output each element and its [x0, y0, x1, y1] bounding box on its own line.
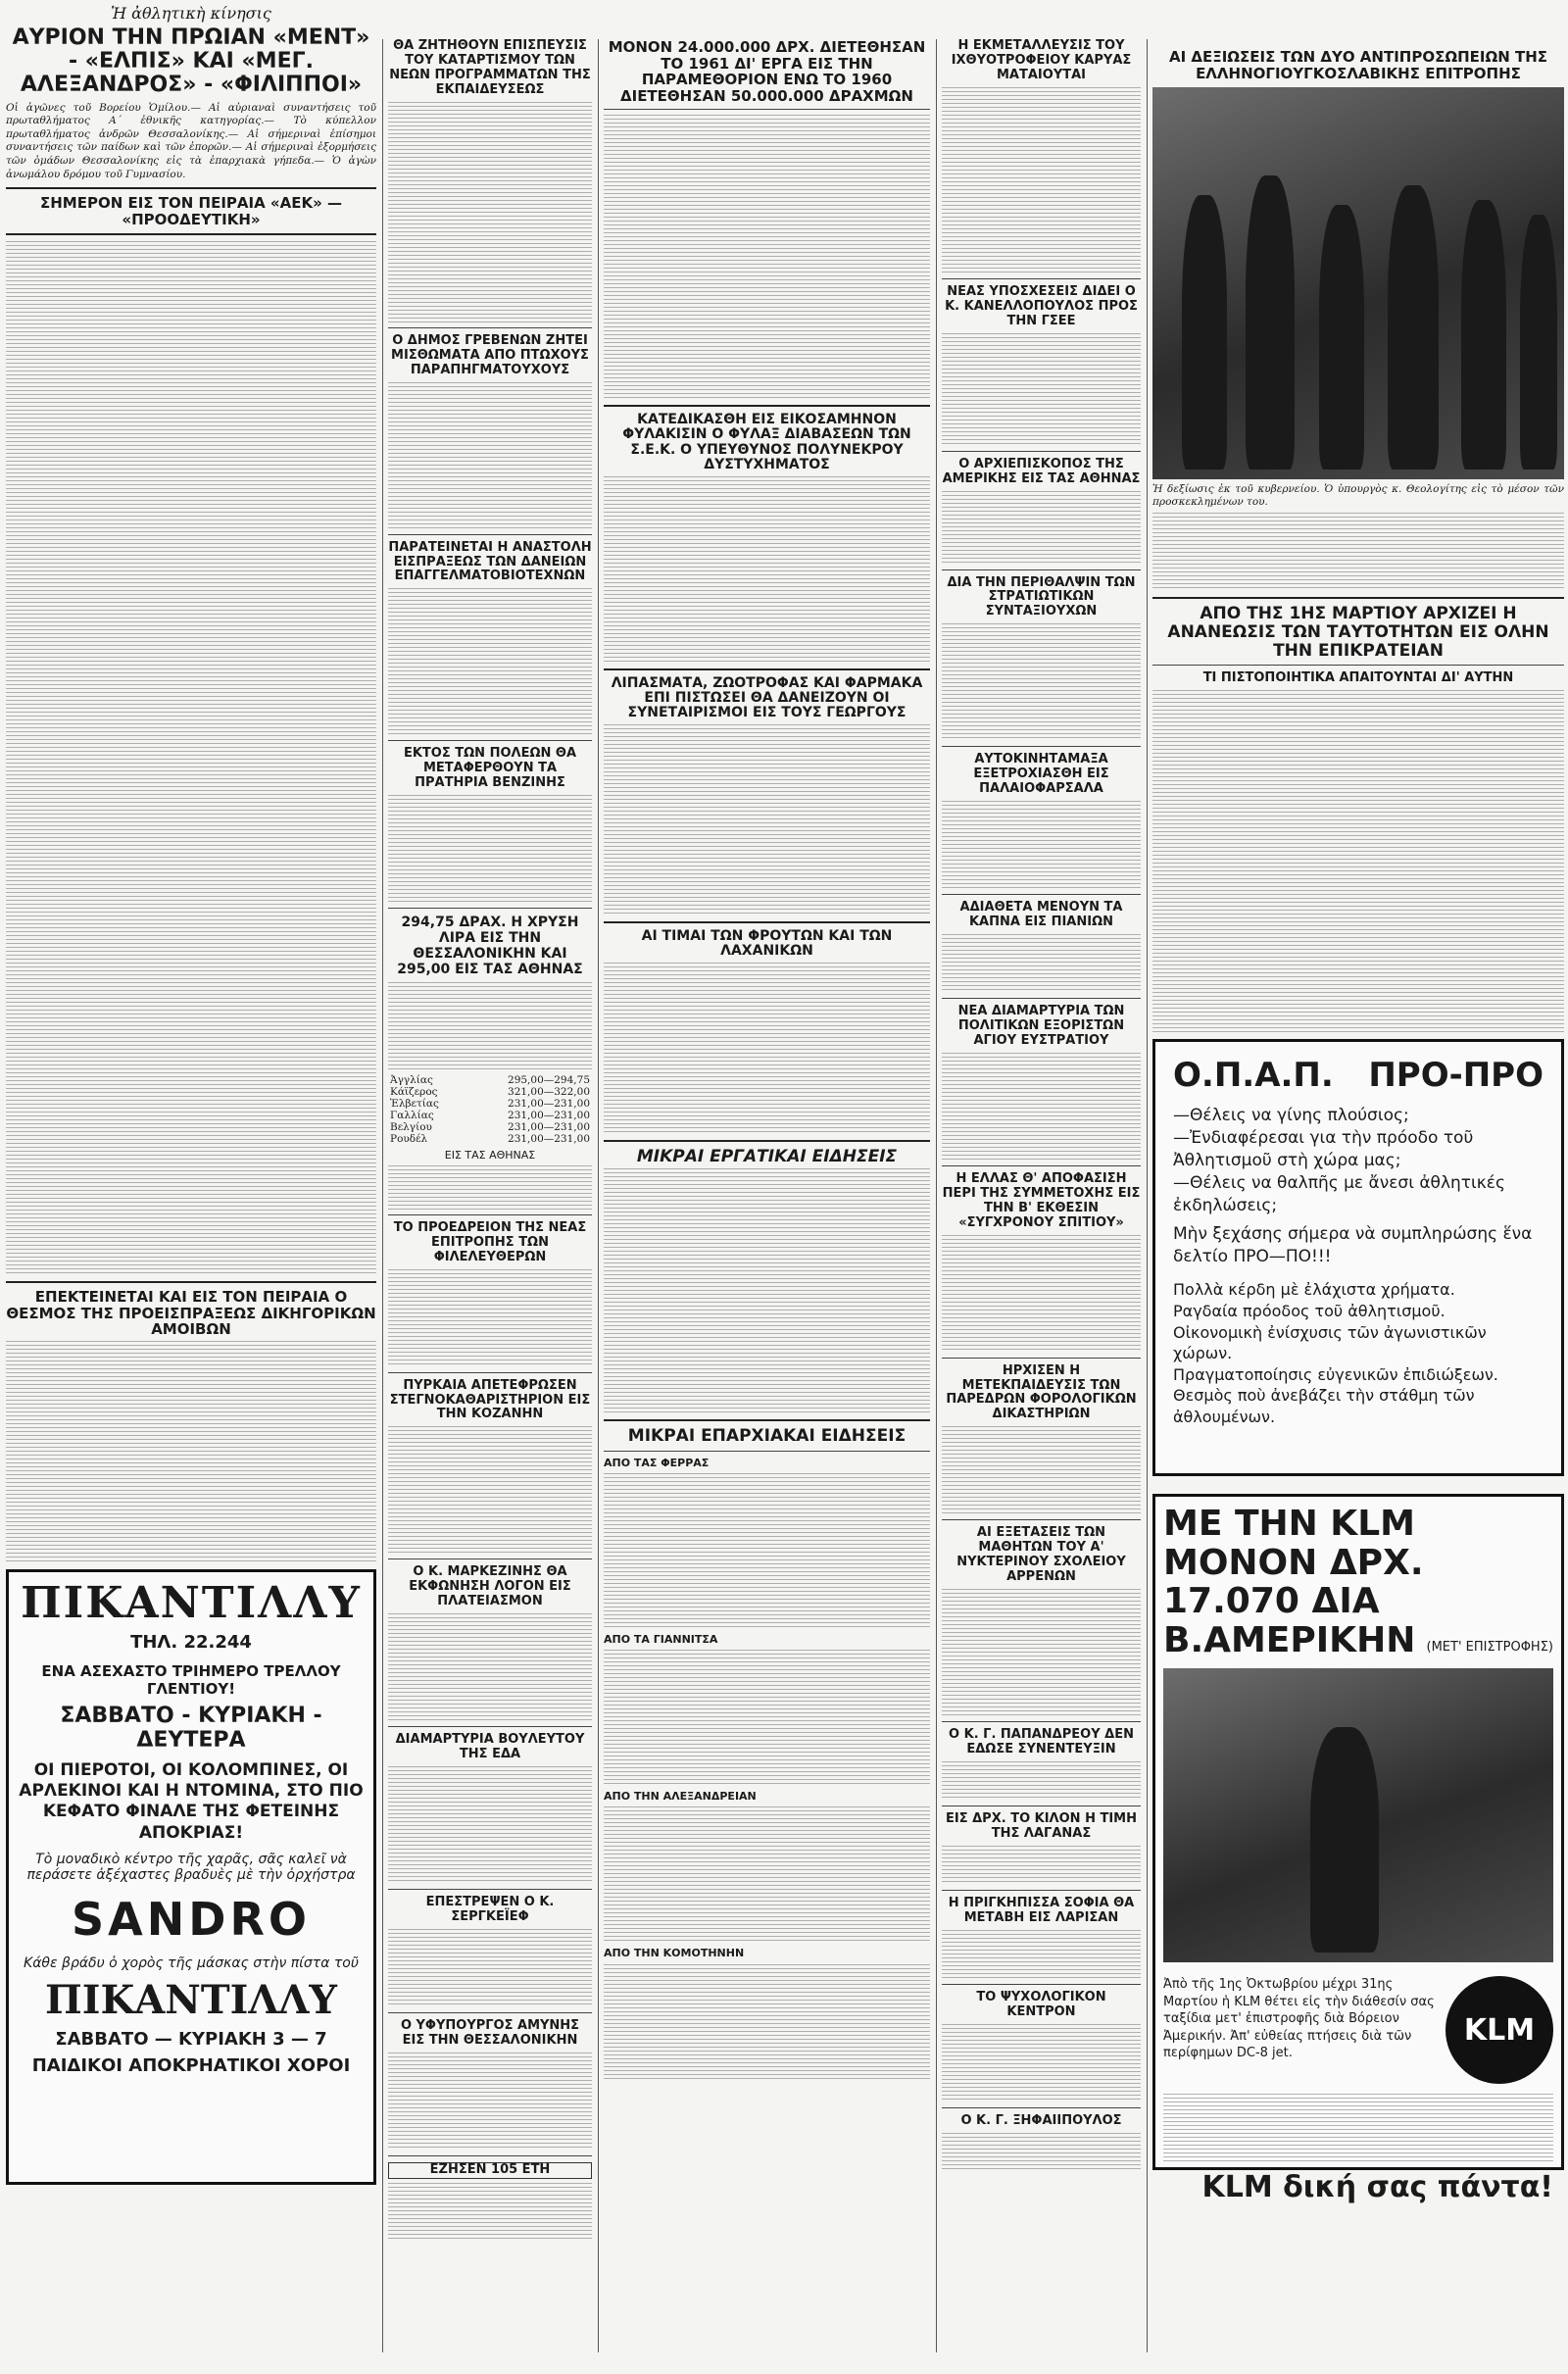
headline: ΗΡΧΙΣΕΝ Η ΜΕΤΕΚΠΑΙΔΕΥΣΙΣ ΤΩΝ ΠΑΡΕΔΡΩΝ ΦΟΡΟΛΟΓΙΚΩΝ ΔΙΚΑΣΤΗΡΙΩΝ	[946, 1362, 1137, 1422]
ad-fine-print	[1163, 2094, 1553, 2162]
opap-question: —Ἐνδιαφέρεσαι για τὴν πρόοδο τοῦ Ἀθλητισμοῦ στὴ χώρα μας;	[1173, 1127, 1474, 1170]
headline: ΤΟ ΠΡΟΕΔΡΕΙΟΝ ΤΗΣ ΝΕΑΣ ΕΠΙΤΡΟΠΗΣ ΤΩΝ ΦΙΛΕΛΕΥΘΕΡΩΝ	[393, 1219, 587, 1264]
ad-klm	[1152, 1494, 1564, 2205]
section-kicker: Ἡ ἀθλητικὴ κίνησις	[111, 4, 271, 23]
subhead: ΑΠΟ ΤΗΝ ΑΛΕΞΑΝΔΡΕΙΑΝ	[604, 1790, 757, 1804]
ad-title-2: ΠΙΚΑΝΤΙΛΛΥ	[45, 1976, 337, 2023]
article-body	[388, 1929, 592, 2007]
intro-paragraph: Οἱ ἀγῶνες τοῦ Βορείου Ὁμίλου.— Αἱ αὐριαναὶ συναντήσεις τοῦ πρωταθλήματος Α΄ ἐθνικῆς κατηγορίας.— Τὸ κύπελλον πρωταθλήματος ἀνδρῶν Θεσσαλονίκης.— Αἱ σήμεριναὶ ἐπίσημοι συναντήσεις τῶν παίδων καὶ τῶν ἐπορῶν.— Αἱ σήμεριναὶ ἐξορμήσεις τῶν ὁμάδων Θεσσαλονίκης εἰς τὰ ἐπαρχιακὰ γήπεδα.— Ὁ ἀγὼν ἀνωμάλου δρόμου τοῦ Γυμνασίου.	[6, 101, 376, 180]
price-label: Ἑλβετίας	[390, 1097, 439, 1110]
subhead-ids: ΤΙ ΠΙΣΤΟΠΟΙΗΤΙΚΑ ΑΠΑΙΤΟΥΝΤΑΙ ΔΙ' ΑΥΤΗΝ	[1202, 670, 1514, 686]
klm-headline: ΜΕ ΤΗΝ KLM ΜΟΝΟΝ ΔΡΧ. 17.070 ΔΙΑ Β.ΑΜΕΡΙΚΗΝ	[1163, 1503, 1424, 1660]
article-body	[604, 1964, 930, 2082]
article-body	[388, 2053, 592, 2151]
article-body	[942, 1235, 1141, 1353]
headline: ΝΕΑ ΔΙΑΜΑΡΤΥΡΙΑ ΤΩΝ ΠΟΛΙΤΙΚΩΝ ΕΞΟΡΙΣΤΩΝ ΑΓΙΟΥ ΕΥΣΤΡΑΤΙΟΥ	[957, 1004, 1125, 1048]
article-body	[388, 382, 592, 529]
article-body	[942, 1846, 1141, 1885]
column-news-d	[942, 0, 1141, 2175]
headline-gold: 294,75 ΔΡΑΧ. Η ΧΡΥΣΗ ΛΙΡΑ ΕΙΣ ΤΗΝ ΘΕΣΣΑΛΟΝΙΚΗΝ ΚΑΙ 295,00 ΕΙΣ ΤΑΣ ΑΘΗΝΑΣ	[397, 915, 583, 978]
opap-logo-text: Ο.Π.Α.Π.	[1173, 1055, 1334, 1095]
price-value: 231,00—231,00	[508, 1132, 590, 1145]
price-value: 231,00—231,00	[508, 1097, 590, 1110]
propo-logo-text: ΠΡΟ-ΠΡΟ	[1368, 1055, 1544, 1095]
article-body	[388, 982, 592, 1070]
headline: ΔΙΑ ΤΗΝ ΠΕΡΙΘΑΛΨΙΝ ΤΩΝ ΣΤΡΑΤΙΩΤΙΚΩΝ ΣΥΝΤΑΞΙΟΥΧΩΝ	[947, 574, 1136, 619]
column-rule	[936, 39, 937, 2352]
opap-benefit: Ραγδαία πρόοδος τοῦ ἀθλητισμοῦ.	[1173, 1302, 1446, 1321]
article-body	[942, 623, 1141, 741]
headline: ΤΟ ΨΥΧΟΛΟΓΙΚΟΝ ΚΕΝΤΡΟΝ	[976, 1989, 1106, 2019]
article-body	[388, 2183, 592, 2242]
klm-logo-badge: KLM	[1446, 1976, 1553, 2084]
opap-benefit: Οἰκονομικὴ ἐνίσχυσις τῶν ἀγωνιστικῶν χώρων.	[1173, 1322, 1487, 1363]
column-rule	[598, 39, 599, 2352]
headline-budget: ΜΟΝΟΝ 24.000.000 ΔΡΧ. ΔΙΕΤΕΘΗΣΑΝ ΤΟ 1961 ΔΙ' ΕΡΓΑ ΕΙΣ ΤΗΝ ΠΑΡΑΜΕΘΟΡΙΟΝ ΕΝΩ ΤΟ 1960 ΔΙΕΤΕΘΗΣΑΝ 50.000.000 ΔΡΑΧΜΩΝ	[608, 38, 926, 105]
article-body	[388, 795, 592, 903]
column-news-c	[604, 0, 930, 2085]
article-body	[942, 1426, 1141, 1514]
article-body	[6, 1341, 376, 1561]
headline: Ο ΔΗΜΟΣ ΓΡΕΒΕΝΩΝ ΖΗΤΕΙ ΜΙΣΘΩΜΑΤΑ ΑΠΟ ΠΤΩΧΟΥΣ ΠΑΡΑΠΗΓΜΑΤΟΥΧΟΥΣ	[391, 332, 589, 377]
headline: ΑΥΤΟΚΙΝΗΤΑΜΑΞΑ ΕΞΕΤΡΟΧΙΑΣΘΗ ΕΙΣ ΠΑΛΑΙΟΦΑΡΣΑΛΑ	[973, 752, 1109, 797]
ad-line: ΟΙ ΠΙΕΡΟΤΟΙ, ΟΙ ΚΟΛΟΜΠΙΝΕΣ, ΟΙ ΑΡΛΕΚΙΝΟΙ ΚΑΙ Η ΝΤΟΜΙΝΑ, ΣΤΟ ΠΙΟ ΚΕΦΑΤΟ ΦΙΝΑΛΕ ΤΗΣ ΦΕΤΕΙΝΗΣ ΑΠΟΚΡΙΑΣ!	[19, 1759, 364, 1843]
headline-fertilizers: ΛΙΠΑΣΜΑΤΑ, ΖΩΟΤΡΟΦΑΣ ΚΑΙ ΦΑΡΜΑΚΑ ΕΠΙ ΠΙΣΤΩΣΕΙ ΘΑ ΔΑΝΕΙΖΟΥΝ ΟΙ ΣΥΝΕΤΑΙΡΙΣΜΟΙ ΕΙΣ ΤΟΥΣ ΓΕΩΡΓΟΥΣ	[611, 674, 923, 721]
headline: Ο Κ. Γ. ΞΗΦΑΙΙΠΟΥΛΟΣ	[960, 2112, 1122, 2128]
price-value: 231,00—231,00	[508, 1109, 590, 1121]
price-label: Γαλλίας	[390, 1109, 434, 1121]
article-body	[604, 1473, 930, 1630]
ad-line: ΕΝΑ ΑΣΕΧΑΣΤΟ ΤΡΙΗΜΕΡΟ ΤΡΕΛΛΟΥ ΓΛΕΝΤΙΟΥ!	[41, 1661, 341, 1698]
price-row	[388, 1074, 592, 1086]
price-row	[388, 1098, 592, 1110]
price-value: 231,00—231,00	[508, 1120, 590, 1133]
price-value: 295,00—294,75	[508, 1073, 590, 1086]
headline-aek: ΣΗΜΕΡΟΝ ΕΙΣ ΤΟΝ ΠΕΙΡΑΙΑ «ΑΕΚ» — «ΠΡΟΟΔΕΥΤΙΚΗ»	[39, 194, 343, 228]
price-row	[388, 1086, 592, 1098]
article-body	[604, 1650, 930, 1787]
ad-line: Κάθε βράδυ ὁ χορὸς τῆς μάσκας στὴν πίστα τοῦ	[24, 1954, 359, 1971]
photo-reception	[1152, 87, 1564, 479]
ad-line: Τὸ μοναδικὸ κέντρο τῆς χαρᾶς, σᾶς καλεῖ νὰ περάσετε ἀξέχαστες βραδυὲς μὲ τὴν ὀρχήστρα	[26, 1851, 356, 1883]
headline: ΠΥΡΚΑΙΑ ΑΠΕΤΕΦΡΩΣΕΝ ΣΤΕΓΝΟΚΑΘΑΡΙΣΤΗΡΙΟΝ ΕΙΣ ΤΗΝ ΚΟΖΑΝΗΝ	[389, 1377, 591, 1422]
ad-phone: ΤΗΛ. 22.244	[130, 1631, 252, 1653]
photo-title: ΑΙ ΔΕΞΙΩΣΕΙΣ ΤΩΝ ΔΥΟ ΑΝΤΙΠΡΟΣΩΠΕΙΩΝ ΤΗΣ ΕΛΛΗΝΟΓΙΟΥΓΚΟΣΛΑΒΙΚΗΣ ΕΠΙΤΡΟΠΗΣ	[1168, 48, 1548, 82]
opap-benefit: Πραγματοποίησις εὐγενικῶν ἐπιδιώξεων.	[1173, 1364, 1498, 1384]
article-body	[942, 1053, 1141, 1161]
headline: ΔΙΑΜΑΡΤΥΡΙΑ ΒΟΥΛΕΥΤΟΥ ΤΗΣ ΕΔΑ	[395, 1732, 585, 1762]
headline-labour: ΜΙΚΡΑΙ ΕΡΓΑΤΙΚΑΙ ΕΙΔΗΣΕΙΣ	[636, 1146, 898, 1166]
column-news-b	[388, 0, 592, 2245]
price-label: Κάϊζερος	[390, 1085, 438, 1098]
article-body	[942, 87, 1141, 273]
article-body	[388, 1165, 592, 1210]
article-body	[942, 801, 1141, 889]
article-body	[388, 102, 592, 322]
price-label: Ρουδέλ	[390, 1132, 428, 1145]
headline: Ο Κ. Γ. ΠΑΠΑΝΔΡΕΟΥ ΔΕΝ ΕΔΩΣΕ ΣΥΝΕΝΤΕΥΞΙΝ	[949, 1727, 1134, 1756]
headline: ΘΑ ΖΗΤΗΘΟΥΝ ΕΠΙΣΠΕΥΣΙΣ ΤΟΥ ΚΑΤΑΡΤΙΣΜΟΥ ΤΩΝ ΝΕΩΝ ΠΡΟΓΡΑΜΜΑΤΩΝ ΤΗΣ ΕΚΠΑΙΔΕΥΣΕΩΣ	[389, 38, 591, 97]
price-row	[388, 1121, 592, 1133]
klm-body: Ἀπὸ τῆς 1ης Ὀκτωβρίου μέχρι 31ης Μαρτίου ἡ KLM θέτει εἰς τὴν διάθεσίν σας ταξίδια μετ' ἐπιστροφῆς διὰ Βόρειον Ἀμερικήν. Ἀπ' εὐθείας πτήσεις διὰ τῶν περίφημων DC-8 jet.	[1163, 1977, 1435, 2061]
headline-football: ΑΥΡΙΟΝ ΤΗΝ ΠΡΩΙΑΝ «ΜΕΝΤ» - «ΕΛΠΙΣ» ΚΑΙ «ΜΕΓ. ΑΛΕΞΑΝΔΡΟΣ» - «ΦΙΛΙΠΠΟΙ»	[12, 25, 370, 98]
headline-lawyers: ΕΠΕΚΤΕΙΝΕΤΑΙ ΚΑΙ ΕΙΣ ΤΟΝ ΠΕΙΡΑΙΑ Ο ΘΕΣΜΟΣ ΤΗΣ ΠΡΟΕΙΣΠΡΑΞΕΩΣ ΔΙΚΗΓΟΡΙΚΩΝ ΑΜΟΙΒΩΝ	[6, 1288, 376, 1339]
ad-days: ΣΑΒΒΑΤΟ - ΚΥΡΙΑΚΗ - ΔΕΥΤΕΡΑ	[60, 1703, 322, 1753]
headline: Η ΕΛΛΑΣ Θ' ΑΠΟΦΑΣΙΣΗ ΠΕΡΙ ΤΗΣ ΣΥΜΜΕΤΟΧΗΣ ΕΙΣ ΤΗΝ Β' ΕΚΘΕΣΙΝ «ΣΥΓΧΡΟΝΟΥ ΣΠΙΤΙΟΥ»	[942, 1170, 1141, 1230]
price-label: Βελγίου	[390, 1120, 432, 1133]
ad-picadilly	[6, 1569, 376, 2185]
article-body	[1152, 513, 1564, 591]
price-row	[388, 1133, 592, 1145]
headline: ΑΔΙΑΘΕΤΑ ΜΕΝΟΥΝ ΤΑ ΚΑΠΝΑ ΕΙΣ ΠΙΑΝΙΩΝ	[959, 900, 1123, 930]
column-features	[1152, 0, 1564, 2205]
headline-prices: ΑΙ ΤΙΜΑΙ ΤΩΝ ΦΡΟΥΤΩΝ ΚΑΙ ΤΩΝ ΛΑΧΑΝΙΚΩΝ	[641, 927, 893, 960]
ad-title: ΠΙΚΑΝΤΙΛΛΥ	[21, 1577, 362, 1628]
article-body	[1152, 690, 1564, 1033]
article-body	[942, 491, 1141, 565]
article-body	[604, 115, 930, 399]
headline: ΑΙ ΕΞΕΤΑΣΕΙΣ ΤΩΝ ΜΑΘΗΤΩΝ ΤΟΥ Α' ΝΥΚΤΕΡΙΝΟΥ ΣΧΟΛΕΙΟΥ ΑΡΡΕΝΩΝ	[956, 1525, 1126, 1585]
opap-call: Μὴν ξεχάσης σήμερα νὰ συμπληρώσης ἕνα δελτίο ΠΡΟ—ΠΟ!!!	[1173, 1223, 1533, 1266]
article-body	[942, 333, 1141, 446]
article-body	[6, 241, 376, 1275]
column-rule	[382, 39, 383, 2352]
article-body	[388, 1613, 592, 1721]
article-body	[604, 963, 930, 1134]
klm-slogan: KLM δική σας πάντα!	[1201, 2170, 1553, 2205]
prices-footer: ΕΙΣ ΤΑΣ ΑΘΗΝΑΣ	[444, 1148, 536, 1162]
article-body	[942, 1589, 1141, 1716]
article-body	[942, 1761, 1141, 1801]
subhead: ΑΠΟ ΤΑΣ ΦΕΡΡΑΣ	[604, 1456, 710, 1469]
article-body	[604, 1168, 930, 1413]
subhead: ΑΠΟ ΤΑ ΓΙΑΝΝΙΤΣΑ	[604, 1633, 718, 1647]
price-value: 321,00—322,00	[508, 1085, 590, 1098]
gold-price-table	[388, 1074, 592, 1145]
headline-provincial: ΜΙΚΡΑΙ ΕΠΑΡΧΙΑΚΑΙ ΕΙΔΗΣΕΙΣ	[627, 1426, 906, 1447]
headline: ΝΕΑΣ ΥΠΟΣΧΕΣΕΙΣ ΔΙΔΕΙ Ο Κ. ΚΑΝΕΛΛΟΠΟΥΛΟΣ ΠΡΟΣ ΤΗΝ ΓΣΕΕ	[945, 283, 1138, 328]
price-row	[388, 1110, 592, 1121]
opap-benefit: Πολλὰ κέρδη μὲ ἐλάχιστα χρήματα.	[1173, 1280, 1455, 1300]
headline: ΕΠΕΣΤΡΕΨΕΝ Ο Κ. ΣΕΡΓΚΕΪΕΦ	[425, 1895, 555, 1924]
headline: ΕΖΗΣΕΝ 105 ΕΤΗ	[388, 2162, 592, 2179]
price-label: Ἀγγλίας	[390, 1073, 433, 1086]
headline-ids: ΑΠΟ ΤΗΣ 1ΗΣ ΜΑΡΤΙΟΥ ΑΡΧΙΖΕΙ Η ΑΝΑΝΕΩΣΙΣ ΤΩΝ ΤΑΥΤΟΤΗΤΩΝ ΕΙΣ ΟΛΗΝ ΤΗΝ ΕΠΙΚΡΑΤΕΙΑΝ	[1167, 604, 1549, 661]
klm-note: (ΜΕΤ' ΕΠΙΣΤΡΟΦΗΣ)	[1426, 1640, 1553, 1656]
article-body	[942, 2133, 1141, 2172]
headline: Ο Κ. ΜΑΡΚΕΖΙΝΗΣ ΘΑ ΕΚΦΩΝΗΣΗ ΛΟΓΟΝ ΕΙΣ ΠΛΑΤΕΙΑΣΜΟΝ	[409, 1564, 571, 1609]
headline-accident: ΚΑΤΕΔΙΚΑΣΘΗ ΕΙΣ ΕΙΚΟΣΑΜΗΝΟΝ ΦΥΛΑΚΙΣΙΝ Ο ΦΥΛΑΞ ΔΙΑΒΑΣΕΩΝ ΤΩΝ Σ.Ε.Κ. Ο ΥΠΕΥΘΥΝΟΣ ΠΟΛΥΝΕΚΡΟΥ ΔΥΣΤΥΧΗΜΑΤΟΣ	[622, 412, 911, 473]
article-body	[942, 1930, 1141, 1979]
headline: ΕΚΤΟΣ ΤΩΝ ΠΟΛΕΩΝ ΘΑ ΜΕΤΑΦΕΡΘΟΥΝ ΤΑ ΠΡΑΤΗΡΙΑ ΒΕΝΖΙΝΗΣ	[403, 746, 577, 791]
headline: Η ΕΚΜΕΤΑΛΛΕΥΣΙΣ ΤΟΥ ΙΧΘΥΟΤΡΟΦΕΙΟΥ ΚΑΡΥΑΣ ΜΑΤΑΙΟΥΤΑΙ	[951, 38, 1132, 82]
opap-question: —Θέλεις να θαλπῆς με ἄνεσι ἀθλητικές ἐκδηλώσεις;	[1173, 1172, 1505, 1215]
headline: ΕΙΣ ΔΡΧ. ΤΟ ΚΙΛΟΝ Η ΤΙΜΗ ΤΗΣ ΛΑΓΑΝΑΣ	[946, 1810, 1137, 1841]
article-body	[388, 1426, 592, 1554]
ad-opap	[1152, 1039, 1564, 1476]
article-body	[388, 1766, 592, 1884]
article-body	[388, 1269, 592, 1367]
headline: ΠΑΡΑΤΕΙΝΕΤΑΙ Η ΑΝΑΣΤΟΛΗ ΕΙΣΠΡΑΞΕΩΣ ΤΩΝ ΔΑΝΕΙΩΝ ΕΠΑΓΓΕΛΜΑΤΟΒΙΟΤΕΧΝΩΝ	[388, 539, 592, 584]
article-body	[604, 1806, 930, 1944]
article-body	[388, 588, 592, 735]
article-body	[942, 2024, 1141, 2102]
subhead: ΑΠΟ ΤΗΝ ΚΟΜΟΤΗΝΗΝ	[604, 1947, 745, 1960]
article-body	[604, 724, 930, 915]
article-body	[942, 934, 1141, 993]
headline: Ο ΑΡΧΙΕΠΙΣΚΟΠΟΣ ΤΗΣ ΑΜΕΡΙΚΗΣ ΕΙΣ ΤΑΣ ΑΘΗΝΑΣ	[942, 456, 1141, 486]
ad-line: ΠΑΙΔΙΚΟΙ ΑΠΟΚΡΗΑΤΙΚΟΙ ΧΟΡΟΙ	[31, 2054, 351, 2076]
article-body	[604, 476, 930, 663]
klm-photo	[1163, 1668, 1553, 1962]
column-sports	[6, 0, 376, 2185]
opap-benefit: Θεσμὸς ποὺ ἀνεβάζει τὴν στάθμη τῶν ἀθλουμένων.	[1173, 1386, 1475, 1427]
headline: Ο ΥΦΥΠΟΥΡΓΟΣ ΑΜΥΝΗΣ ΕΙΣ ΤΗΝ ΘΕΣΣΑΛΟΝΙΚΗΝ	[400, 2017, 580, 2048]
photo-caption: Ἡ δεξίωσις ἐκ τοῦ κυβερνείου. Ὁ ὑπουργὸς κ. Θεολογίτης εἰς τὸ μέσον τῶν προσκεκλημένων του.	[1152, 483, 1564, 509]
opap-question: —Θέλεις να γίνης πλούσιος;	[1173, 1105, 1409, 1125]
ad-line: ΣΑΒΒΑΤΟ — ΚΥΡΙΑΚΗ 3 — 7	[55, 2028, 327, 2050]
ad-band: SANDRO	[72, 1892, 311, 1946]
column-rule	[1147, 39, 1148, 2352]
headline: Η ΠΡΙΓΚΗΠΙΣΣΑ ΣΟΦΙΑ ΘΑ ΜΕΤΑΒΗ ΕΙΣ ΛΑΡΙΣΑΝ	[948, 1895, 1135, 1925]
